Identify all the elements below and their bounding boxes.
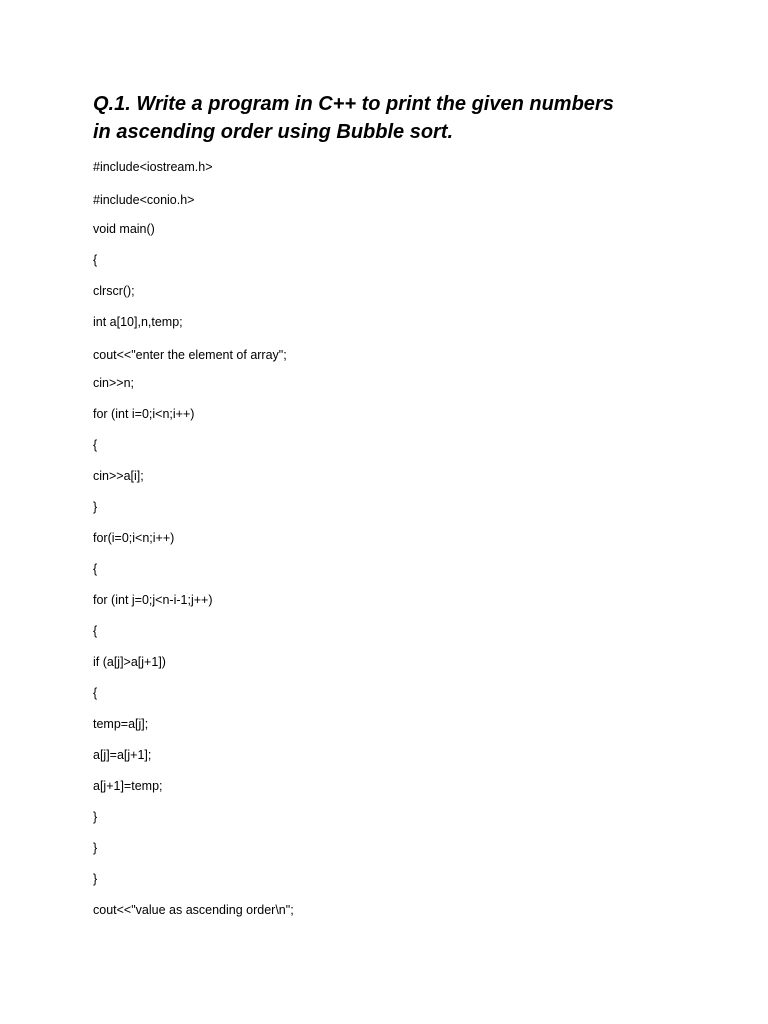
code-line: cin>>a[i]; bbox=[93, 469, 144, 483]
code-line: cout<<"enter the element of array"; bbox=[93, 348, 287, 362]
code-line: } bbox=[93, 500, 98, 514]
code-line: } bbox=[93, 872, 98, 886]
code-line: a[j+1]=temp; bbox=[93, 779, 163, 793]
code-line: cin>>n; bbox=[93, 376, 135, 390]
code-line: { bbox=[93, 562, 98, 576]
code-line: for (int j=0;j<n-i-1;j++) bbox=[93, 593, 213, 607]
code-line: { bbox=[93, 253, 98, 267]
code-line: cout<<"value as ascending order\n"; bbox=[93, 903, 294, 917]
code-line: } bbox=[93, 810, 98, 824]
code-line: #include<iostream.h> bbox=[93, 160, 213, 174]
code-line: int a[10],n,temp; bbox=[93, 315, 183, 329]
question-line-2: in ascending order using Bubble sort. bbox=[93, 121, 454, 143]
code-line: a[j]=a[j+1]; bbox=[93, 748, 152, 762]
code-line: } bbox=[93, 841, 98, 855]
code-line: { bbox=[93, 624, 98, 638]
code-line: { bbox=[93, 686, 98, 700]
question-heading bbox=[93, 90, 693, 146]
code-line: { bbox=[93, 438, 98, 452]
question-line-1: Q.1. Write a program in C++ to print the given numbers bbox=[93, 93, 614, 115]
code-line: for(i=0;i<n;i++) bbox=[93, 531, 175, 545]
code-line: clrscr(); bbox=[93, 284, 135, 298]
code-line: void main() bbox=[93, 222, 155, 236]
code-line: #include<conio.h> bbox=[93, 193, 195, 207]
code-line: temp=a[j]; bbox=[93, 717, 149, 731]
code-line: if (a[j]>a[j+1]) bbox=[93, 655, 166, 669]
code-line: for (int i=0;i<n;i++) bbox=[93, 407, 195, 421]
